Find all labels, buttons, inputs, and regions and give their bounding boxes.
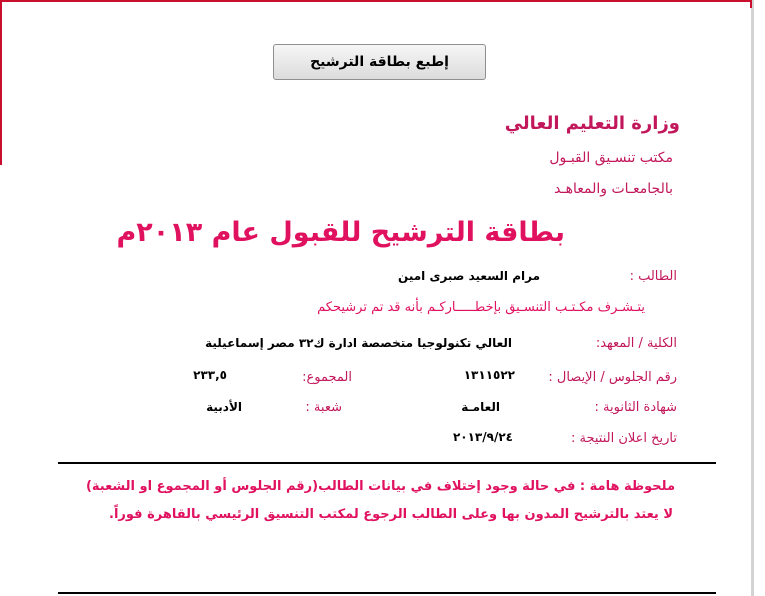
student-name-label: الطالب : [629, 269, 677, 284]
result-date-label: تاريخ اعلان النتيجة : [570, 431, 677, 446]
seat-number-value: ١٣١١٥٢٢ [463, 368, 515, 382]
faculty-value: العالي تكنولوجيا متخصصة ادارة ك٣٢ مصر إسماعيلية [205, 336, 512, 350]
nomination-notice: يتـشـرف مكـتـب التنسـيق بإخطـــــاركـم بأنه قد تم ترشيحكم [317, 300, 645, 315]
office-line-2: بالجامعـات والمعاهـد [554, 181, 673, 197]
frame-top-border [0, 0, 752, 2]
card-title: بطاقة الترشيح للقبول عام ٢٠١٣م [116, 217, 565, 248]
total-score-label: المجموع: [302, 370, 352, 385]
total-score-value: ٢٣٣,٥ [193, 368, 227, 382]
faculty-label: الكلية / المعهد: [595, 336, 677, 351]
divider-bottom [58, 592, 716, 594]
office-line-1: مكتب تنسـيق القبـول [549, 150, 673, 166]
branch-value: الأدبية [206, 400, 242, 414]
certificate-label: شهادة الثانوية : [594, 400, 677, 415]
print-card-button[interactable]: إطبع بطاقة الترشيح [273, 44, 486, 80]
frame-left-border [0, 0, 2, 165]
frame-right-accent [750, 0, 752, 8]
certificate-value: العامـة [461, 400, 500, 414]
important-note-line-2: لا يعتد بالترشيح المدون بها وعلى الطالب الرجوع لمكتب التنسيق الرئيسي بالقاهرة فوراً. [109, 507, 673, 522]
divider-top [58, 462, 716, 464]
seat-number-label: رقم الجلوس / الإيصال : [548, 370, 677, 385]
branch-label: شعبة : [305, 400, 342, 415]
important-note-line-1: ملحوظة هامة : في حالة وجود إختلاف في بيانات الطالب(رقم الجلوس أو المجموع او الشعبة) [85, 479, 675, 494]
ministry-name: وزارة التعليم العالي [504, 113, 680, 134]
result-date-value: ٢٠١٣/٩/٢٤ [452, 430, 513, 444]
frame-right-border [751, 0, 754, 596]
student-name-value: مرام السعيد صبرى امين [398, 269, 540, 283]
